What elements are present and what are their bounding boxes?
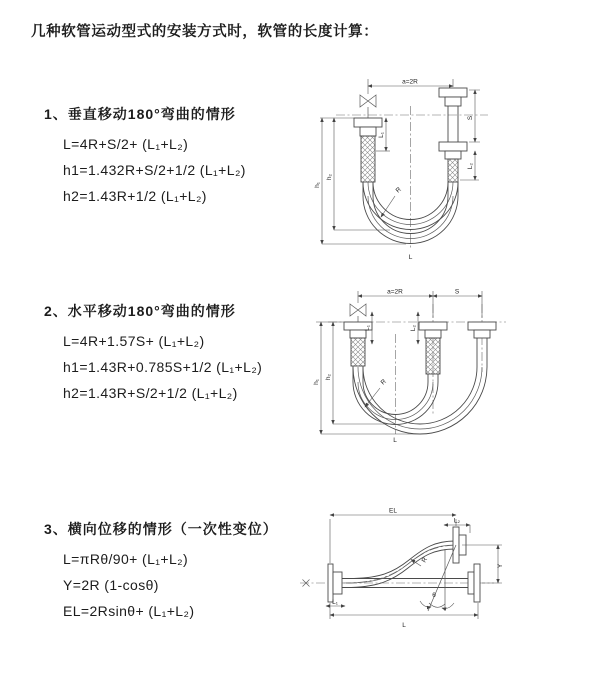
flange [474, 564, 480, 602]
section-2 [44, 301, 314, 401]
dim-l1-label: L₁ [332, 599, 338, 606]
dim-l1-label: L₁ [364, 325, 371, 331]
radius-label: R [379, 378, 388, 387]
dim-a2r-label: a=2R [387, 288, 403, 296]
braided-hose-section [448, 159, 458, 182]
formula: h1=1.432R+S/2+1/2 (L₁+L₂) [63, 162, 246, 178]
angle-arrow [420, 601, 431, 607]
flange-hub [445, 151, 461, 159]
angle-label: θ [432, 592, 436, 599]
centerline-hose [342, 545, 462, 583]
pipe-wall [353, 338, 487, 382]
braided-hose-section [426, 338, 440, 374]
valve-icon [350, 304, 366, 322]
dim-l1-label: L₁ [378, 132, 385, 138]
section-2-heading: 2、水平移动180°弯曲的情形 [44, 303, 236, 319]
dim-el-label: EL [389, 507, 397, 515]
formula: EL=2Rsinθ+ (L₁+L₂) [63, 603, 195, 619]
dim-y-label: Y [497, 563, 504, 569]
formula: L=4R+S/2+ (L₁+L₂) [63, 136, 189, 152]
hose-s-curve [346, 541, 455, 588]
diagram-2-drawing [308, 282, 600, 462]
angle-reference-diagonal [428, 545, 456, 611]
flange [354, 118, 382, 127]
dim-h1-label: h₁ [313, 379, 320, 385]
diagram-3-drawing [298, 503, 600, 643]
dim-l2-label: L₂ [453, 517, 461, 525]
braided-hose-section [351, 338, 365, 366]
dim-s-label: S [454, 288, 460, 296]
section-1-heading: 1、垂直移动180°弯曲的情形 [44, 106, 236, 122]
dim-a2r-label: a=2R [402, 78, 418, 86]
radius-leader [381, 196, 395, 217]
radius-label: R [394, 186, 403, 195]
flange-hub [445, 97, 461, 106]
length-label: L [402, 622, 406, 629]
diagram-vertical-u-bend [310, 70, 595, 270]
diagram-horizontal-u-bend [308, 282, 600, 467]
dim-h1-label: h₁ [314, 182, 321, 188]
dim-s-label: S [467, 115, 474, 121]
flange-hub [360, 127, 376, 136]
section-1 [44, 104, 314, 204]
formula: h1=1.43R+0.785S+1/2 (L₁+L₂) [63, 359, 263, 375]
pipe-wall [448, 106, 458, 142]
section-3-heading: 3、横向位移的情形（一次性变位） [44, 521, 278, 537]
dim-h2-label: h₂ [325, 373, 332, 381]
formula: Y=2R (1-cosθ) [63, 577, 159, 593]
angle-arrow [442, 603, 454, 608]
section-3 [44, 519, 314, 619]
formula: h2=1.43R+S/2+1/2 (L₁+L₂) [63, 385, 238, 401]
flange [439, 142, 467, 151]
flange [328, 564, 333, 602]
diagram-lateral-displacement [298, 503, 600, 648]
page-title: 几种软管运动型式的安装方式时，软管的长度计算： [31, 24, 379, 40]
flange-hub [333, 572, 342, 594]
dim-l2-label: L₂ [467, 162, 474, 170]
length-label: L [393, 437, 397, 444]
dim-l2-label: L₂ [410, 324, 417, 332]
dim-h2-label: h₂ [326, 173, 333, 181]
formula: h2=1.43R+1/2 (L₁+L₂) [63, 188, 207, 204]
formula: L=πRθ/90+ (L₁+L₂) [63, 551, 189, 567]
diagram-1-drawing [310, 70, 595, 265]
length-label: L [408, 254, 413, 261]
flange-hub [468, 572, 474, 594]
radius-label: R [420, 556, 430, 564]
flange [439, 88, 467, 97]
valve-icon [360, 95, 376, 118]
formula: L=4R+1.57S+ (L₁+L₂) [63, 333, 205, 349]
braided-hose-section [361, 136, 375, 182]
